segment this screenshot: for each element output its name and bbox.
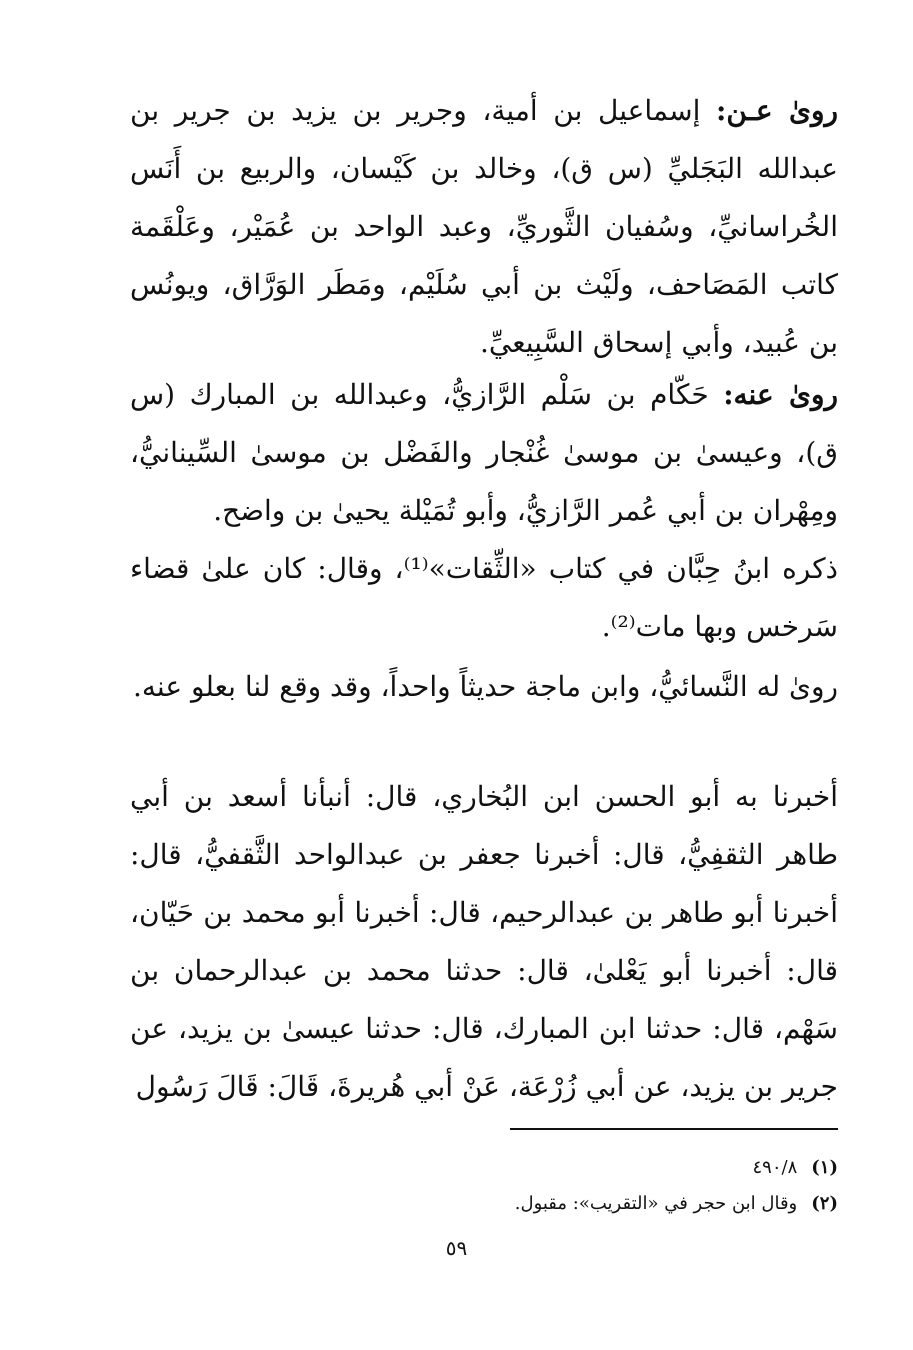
paragraph-ibn-hibban [130,540,838,656]
paragraph-narrated-from [130,82,838,372]
paragraph-text: ذكره ابنُ حِبَّان في كتاب «الثِّقات»⁽¹⁾، وقال: كان علىٰ قضاء سَرخس وبها مات⁽²⁾. [130,552,838,643]
footnote-divider [510,1128,838,1130]
footnote-number: (١) [811,1157,838,1178]
paragraph-lead: روىٰ عـن: [715,94,838,127]
paragraph-nasai [130,658,838,716]
paragraph-isnad [130,768,838,1116]
paragraph-lead: روىٰ عنه: [723,378,838,411]
page-number: ٥٩ [445,1236,468,1260]
footnote-number: (٢) [811,1193,838,1214]
paragraph-text: إسماعيل بن أمية، وجرير بن يزيد بن جرير بن عبدالله البَجَليِّ (س ق)، وخالد بن كَيْسان، والربيع بن أَنَس الخُراسانيِّ، وسُفيان الثَّوريِّ، وعبد الواحد بن عُمَيْر، وعَلْقَمة كاتب المَصَاحف، ولَيْث بن أبي سُلَيْم، ومَطَر الوَرَّاق، ويونُس بن عُبيد، وأبي إسحاق السَّبِيعيِّ. [130,94,838,359]
footnote-text: وقال ابن حجر في «التقريب»: مقبول. [514,1193,798,1214]
paragraph-text: أخبرنا به أبو الحسن ابن البُخاري، قال: أنبأنا أسعد بن أبي طاهر الثقفِيُّ، قال: أخبرنا جعفر بن عبدالواحد الثَّقفيُّ، قال: أخبرنا أبو طاهر بن عبدالرحيم، قال: أخبرنا أبو محمد بن حَيّان، قال: أخبرنا أبو يَعْلىٰ، قال: حدثنا محمد بن عبدالرحمان بن سَهْم، قال: حدثنا ابن المبارك، قال: حدثنا عيسىٰ بن يزيد، عن جرير بن يزيد، عن أبي زُرْعَة، عَنْ أبي هُريرةَ، قَالَ: قَالَ رَسُول [130,780,838,1103]
paragraph-narrated-by [130,366,838,540]
paragraph-text: روىٰ له النَّسائيُّ، وابن ماجة حديثاً واحداً، وقد وقع لنا بعلو عنه. [132,670,838,703]
footnote-text: ٤٩٠/٨ [752,1157,798,1178]
paragraph-text: حَكّام بن سَلْم الرَّازيُّ، وعبدالله بن المبارك (س ق)، وعيسىٰ بن موسىٰ غُنْجار والفَضْل بن موسىٰ السِّينانيُّ، ومِهْران بن أبي عُمر الرَّازيُّ، وأبو تُمَيْلة يحيىٰ بن واضح. [130,378,838,527]
footnote-1 [130,1154,838,1182]
footnote-2 [130,1190,838,1218]
